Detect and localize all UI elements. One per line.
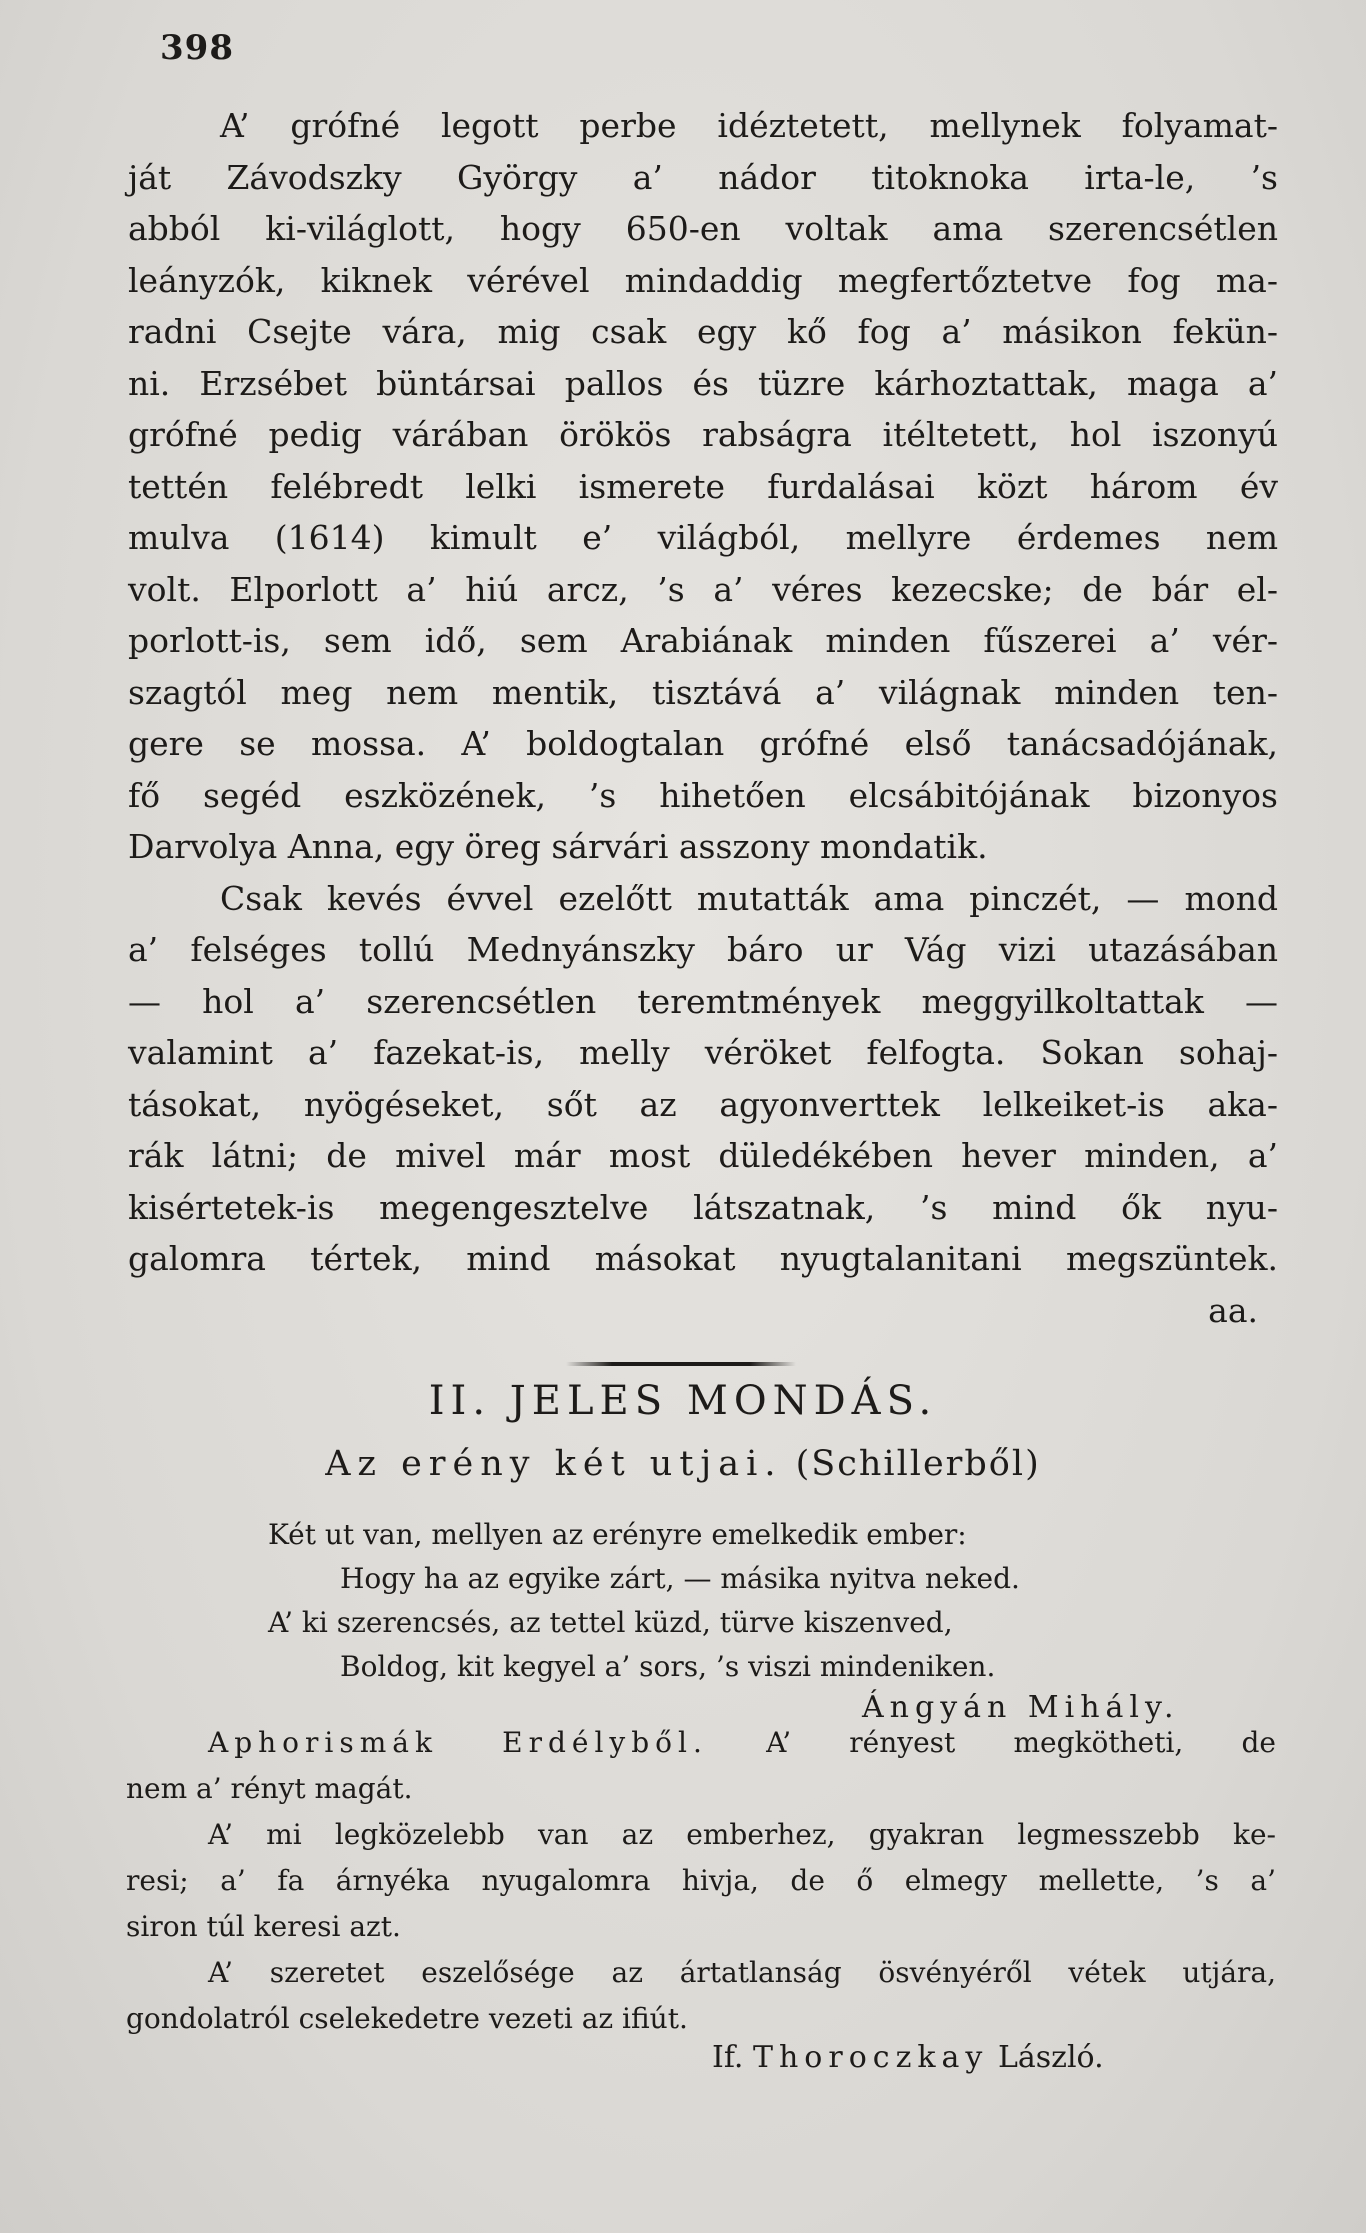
poem-line: Hogy ha az egyike zárt, — másika nyitva neked. <box>340 1562 1020 1595</box>
signature-name: Thoroczkay <box>752 2040 989 2075</box>
article-line: gere se mossa. A’ boldogtalan grófné első tanácsadójának, <box>128 724 1278 763</box>
poem-line: Boldog, kit kegyel a’ sors, ’s viszi mindeniken. <box>340 1650 996 1683</box>
article-line: leányzók, kiknek vérével mindaddig megfertőztetve fog ma- <box>128 260 1278 300</box>
aphorism-line: resi; a’ fa árnyéka nyugalomra hivja, de ő elmegy mellette, ’s a’ <box>126 1864 1276 1897</box>
article-line: szagtól meg nem mentik, tisztává a’ világnak minden ten- <box>128 672 1278 712</box>
article-line: Darvolya Anna, egy öreg sárvári asszony mondatik. <box>128 827 988 866</box>
aphorism-text: A’ rényest megkötheti, de <box>766 1726 1277 1759</box>
article-line: ját Závodszky György a’ nádor titoknoka irta-le, ’s <box>128 157 1278 197</box>
article-line: A’ grófné legott perbe idéztetett, mellynek folyamat- <box>220 106 1278 145</box>
article-line: a’ felséges tollú Mednyánszky báro ur Vág vizi utazásában <box>128 930 1278 969</box>
article-line: fő segéd eszközének, ’s hihetően elcsábitójának bizonyos <box>128 775 1278 815</box>
poem-author: Ángyán Mihály. <box>862 1690 1180 1725</box>
poem-line: Két ut van, mellyen az erényre emelkedik ember: <box>268 1518 967 1551</box>
article-line: abból ki-világlott, hogy 650-en voltak ama szerencsétlen <box>128 209 1278 248</box>
article-line: porlott-is, sem idő, sem Arabiának minden fűszerei a’ vér- <box>128 621 1278 660</box>
signature-first-name: László. <box>997 2040 1104 2075</box>
article-body <box>128 100 1278 1336</box>
article-line: ni. Erzsébet büntársai pallos és tüzre kárhoztattak, maga a’ <box>128 363 1278 403</box>
aphorism-line: gondolatról cselekedetre vezeti az ifiút. <box>126 2002 688 2035</box>
poem-title-text: Az erény két utjai. <box>325 1444 783 1484</box>
article-line: — hol a’ szerencsétlen teremtmények meggyilkoltattak — <box>128 981 1278 1021</box>
article-line: kisértetek-is megengesztelve látszatnak, ’s mind ők nyu- <box>128 1187 1278 1227</box>
article-line: tettén felébredt lelki ismerete furdalásai közt három év <box>128 466 1278 506</box>
aphorisms-signature <box>712 2040 1104 2075</box>
article-line: grófné pedig várában örökös rabságra itéltetett, hol iszonyú <box>128 415 1278 454</box>
article-line: valamint a’ fazekat-is, melly véröket felfogta. Sokan sohaj- <box>128 1033 1278 1072</box>
article-line: rák látni; de mivel már most düledékében hever minden, a’ <box>128 1136 1278 1175</box>
signature-prefix: If. <box>712 2040 744 2075</box>
aphorism-line: A’ szeretet eszelősége az ártatlanság ösvényéről vétek utjára, <box>208 1956 1276 1989</box>
aphorisms-heading: Aphorismák Erdélyből. <box>208 1726 708 1759</box>
poem-line: A’ ki szerencsés, az tettel küzd, türve kiszenved, <box>268 1606 953 1639</box>
article-line: volt. Elporlott a’ hiú arcz, ’s a’ véres kezecske; de bár el- <box>128 569 1278 609</box>
section-title: II. JELES MONDÁS. <box>428 1378 938 1424</box>
aphorism-line: nem a’ rényt magát. <box>126 1772 413 1805</box>
poem-title-source: (Schillerből) <box>795 1444 1041 1484</box>
section-divider <box>566 1362 796 1366</box>
article-line: Csak kevés évvel ezelőtt mutatták ama pinczét, — mond <box>220 878 1278 918</box>
aphorisms-block <box>126 1720 1276 2042</box>
article-line: galomra tértek, mind másokat nyugtalanitani megszüntek. <box>128 1239 1278 1278</box>
aphorism-line: A’ mi legközelebb van az emberhez, gyakran legmesszebb ke- <box>208 1818 1276 1851</box>
article-line: mulva (1614) kimult e’ világból, mellyre érdemes nem <box>128 518 1278 557</box>
poem-title <box>0 1444 1366 1484</box>
page-number: 398 <box>160 28 234 68</box>
aphorism-line: siron túl keresi azt. <box>126 1910 401 1943</box>
article-line: radni Csejte vára, mig csak egy kő fog a’ másikon fekün- <box>128 312 1278 351</box>
aphorism-line <box>126 1720 1276 1766</box>
article-signature: aa. <box>1208 1290 1258 1330</box>
article-line: tásokat, nyögéseket, sőt az agyonverttek lelkeiket-is aka- <box>128 1084 1278 1124</box>
